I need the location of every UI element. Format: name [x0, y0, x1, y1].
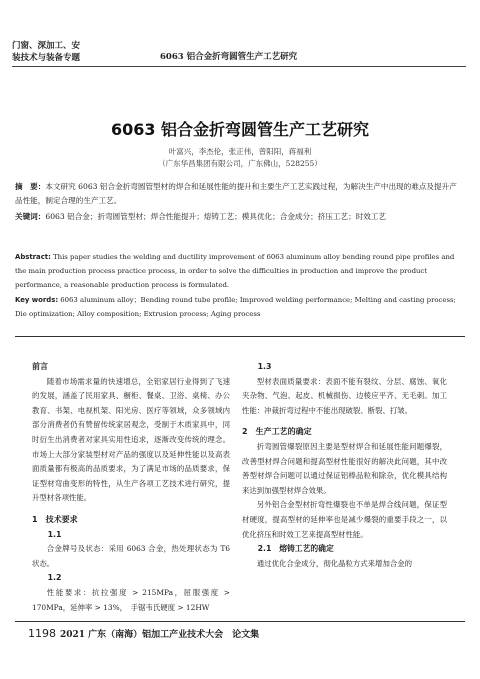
- section1-3-heading: 1.3: [257, 362, 272, 371]
- header-divider: [12, 66, 466, 67]
- body-column-right: [242, 360, 447, 571]
- body-column-left: [32, 360, 230, 615]
- abstract-cn-text: 本文研究 6063 铝合金折弯圆管型材的焊合和延展性能的提升和主要生产工艺实践过程，为解决生产中出现的难点及提升产品性能，制定合理的生产工艺。: [15, 182, 457, 205]
- section2-1-heading: 2.1 熔铸工艺的确定: [257, 544, 334, 554]
- abstract-en-text: This paper studies the welding and ductility improvement of 6063 aluminum alloy bending round pipe profiles and the main production process practice process, in order to solve the difficulties in production and improve the product performance, a reasonable production process is formulated.: [15, 253, 455, 289]
- section1-heading: 1 技术要求: [32, 514, 78, 524]
- preface-heading: 前言: [32, 362, 48, 371]
- abstract-en-label: Abstract:: [15, 253, 51, 261]
- affiliation: （广东华昌集团有限公司，广东佛山，528255）: [158, 159, 322, 168]
- keywords-cn-text: 6063 铝合金；折弯圆管型材；焊合性能提升；熔铸工艺；模具优化；合金成分；挤压工艺；时效工艺: [45, 212, 387, 221]
- keywords-cn: [15, 209, 460, 224]
- abstract-en: [15, 250, 460, 292]
- keywords-en: [15, 293, 460, 321]
- page-footer: [28, 627, 259, 640]
- preface-text: 随着市场需求量的快速增总，全铝家居行业得到了飞速的发展，涵盖了民用家具、橱柜、餐桌、卫浴、桌椅、办公教育、书架、电视机架、阳光房、医疗等领域，众多领域内部分消费者仍有赞留传统家居观念，受制于木质家具中，同时衍生出消费者对家具实用性追求，逐渐改变传统的理念。市场上大部分家装型材对产品的强度以及延伸性能以及高表面质量都有极高的品质要求，为了满足市场的品质要求，保证型材弯曲变形的特性，从生产各项工艺技术进行研究，提升型材各项性能。: [32, 376, 230, 503]
- section1-3-text: 型材表面质量要求：表面不能有裂纹、分层、腐蚀、氧化夹杂物、气泡、起皮、机械损伤、边棱应平齐、无毛刺。加工性能：冲裁折弯过程中不能出现破裂、断裂、打皱。: [242, 376, 447, 415]
- section2-text2: 另外铝合金型材折弯性爆裂也不单是焊合线问题，保证型材硬度，提高型材的延伸率也是减少爆裂的重要手段之一，以优化挤压和时效工艺来提高型材性能。: [242, 500, 447, 539]
- abstract-divider: [15, 336, 465, 337]
- section1-1-text: 合金牌号及状态：采用 6063 合金，热处理状态为 T6 状态。: [32, 544, 230, 568]
- journal-column-label: [12, 40, 80, 64]
- column-label-line2: 装技术与装备专题: [12, 53, 81, 63]
- paper-title: 6063 铝合金折弯圆管生产工艺研究: [110, 120, 370, 139]
- footer-text: 2021 广东（南海）铝加工产业技术大会 论文集: [60, 630, 260, 640]
- section2-text1: 折弯圆管爆裂原因主要是型材焊合和延展性能问题爆裂，改善型材焊合问题和提高型材性能很好的解决此问题，其中改善型材焊合问题可以通过保证铝棒品粒和除杂，优化模具结构来达到加强型材焊合效果。: [242, 441, 447, 495]
- column-label-line1: 门窗、深加工、安: [12, 41, 81, 51]
- running-title: 6063 铝合金折弯圆管生产工艺研究: [160, 52, 298, 62]
- footer-divider: [15, 621, 465, 622]
- section1-2-text: 性能要求：抗拉强度 > 215MPa，屈服强度 > 170MPa，延伸率 > 13%， 手锯韦氏硬度 > 12HW: [32, 587, 230, 612]
- abstract-cn-label: 摘 要：: [15, 182, 46, 191]
- keywords-en-text: 6063 aluminum alloy；Bending round tube profile; Improved welding performance; Melting and casting process; Die optimization; Alloy composition; Extrusion process; Aging process: [15, 296, 456, 318]
- page-number: 1198: [28, 627, 56, 640]
- keywords-cn-label: 关键词：: [15, 212, 46, 221]
- section2-1-text: 通过优化合金成分，彻化晶粒方式来增加合金的: [256, 558, 413, 568]
- section1-1-heading: 1.1: [47, 529, 62, 539]
- authors: 叶富兴，李杰伦，张正伟，曾阳阳，蒋福利: [168, 147, 312, 156]
- section1-2-heading: 1.2: [47, 573, 62, 583]
- keywords-en-label: Key words:: [15, 296, 59, 304]
- abstract-cn: [15, 180, 460, 208]
- section2-heading: 2 生产工艺的确定: [242, 427, 312, 437]
